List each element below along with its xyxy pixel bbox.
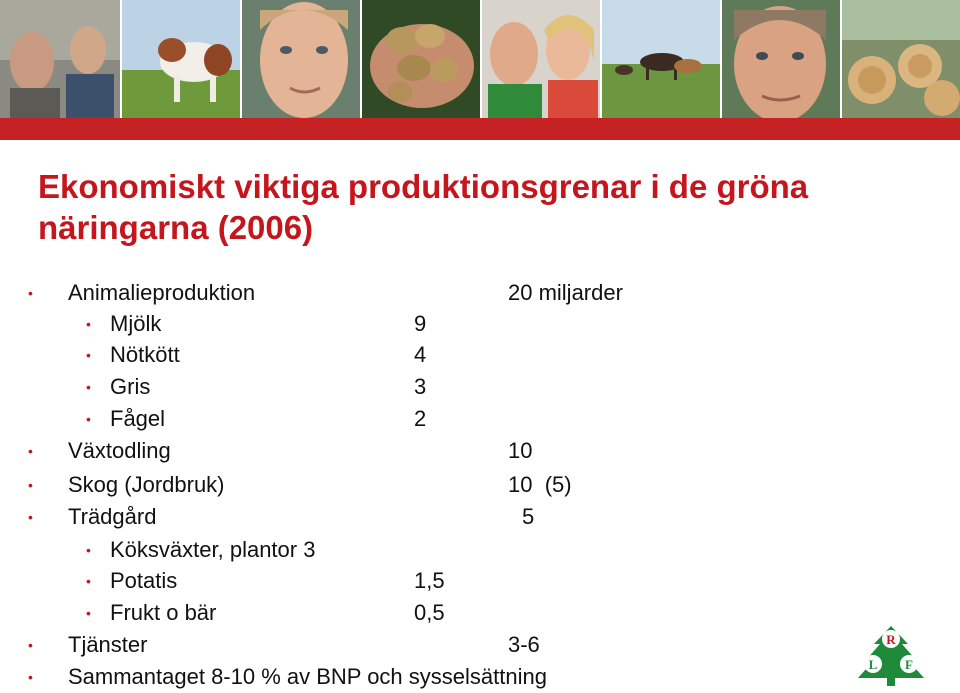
photo-two-farmers <box>0 0 120 118</box>
bullet-icon: • <box>86 316 91 332</box>
list-item-label: Frukt o bär <box>110 600 217 625</box>
photo-timber-logs <box>842 0 960 118</box>
list-item-value: 5 <box>522 504 535 529</box>
bullet-icon: • <box>28 637 33 653</box>
list-item <box>0 535 960 565</box>
list-item-label: Skog (Jordbruk) <box>68 472 225 497</box>
bullet-icon: • <box>86 542 91 558</box>
photo-woman-face <box>242 0 360 118</box>
list-item-value: 20 miljarder <box>508 280 623 305</box>
list-item-label: Sammantaget 8-10 % av BNP och sysselsättning <box>68 664 547 689</box>
list-item <box>0 566 960 596</box>
slide-title-line2: näringarna (2006) <box>38 209 314 246</box>
bullet-icon: • <box>28 669 33 685</box>
list-item-label: Mjölk <box>110 311 162 336</box>
bullet-icon: • <box>28 477 33 493</box>
bullet-icon: • <box>28 443 33 459</box>
bullet-icon: • <box>86 411 91 427</box>
list-item-value: 0,5 <box>414 600 445 625</box>
lrf-logo <box>854 624 928 688</box>
slide-title <box>38 166 918 248</box>
list-item-label: Potatis <box>110 568 178 593</box>
bullet-icon: • <box>86 347 91 363</box>
photo-horses <box>602 0 720 118</box>
list-item <box>0 662 960 692</box>
list-item <box>0 372 960 402</box>
list-item <box>0 436 960 466</box>
logo-letter-f: F <box>905 657 913 672</box>
list-item <box>0 502 960 532</box>
bullet-icon: • <box>86 605 91 621</box>
photo-cows <box>122 0 240 118</box>
logo-letter-l: L <box>868 657 878 672</box>
bullet-icon: • <box>86 379 91 395</box>
list-item-label: Gris <box>110 374 151 399</box>
list-item <box>0 470 960 500</box>
photo-man-face <box>722 0 840 118</box>
list-item-label: Köksväxter, plantor 3 <box>110 537 316 562</box>
list-item <box>0 404 960 434</box>
slide-title-line1: Ekonomiskt viktiga produktionsgrenar i de gröna <box>38 168 809 205</box>
bullet-icon: • <box>28 285 33 301</box>
list-item <box>0 598 960 628</box>
list-item-label: Fågel <box>110 406 166 431</box>
list-item-value: 9 <box>414 311 427 336</box>
list-item-label: Animalieproduktion <box>68 280 256 305</box>
list-item-label: Växtodling <box>68 438 171 463</box>
list-item <box>0 630 960 660</box>
list-item-value: 1,5 <box>414 568 445 593</box>
photo-young-couple <box>482 0 600 118</box>
list-item-value: 3-6 <box>508 632 540 657</box>
list-item-label: Trädgård <box>68 504 157 529</box>
photo-potatoes <box>362 0 480 118</box>
list-item <box>0 340 960 370</box>
list-item-value: 10 (5) <box>508 472 572 497</box>
list-item-value: 3 <box>414 374 427 399</box>
bullet-icon: • <box>86 573 91 589</box>
list-item-value: 2 <box>414 406 427 431</box>
list-item <box>0 278 960 308</box>
list-item-label: Tjänster <box>68 632 148 657</box>
list-item-label: Nötkött <box>110 342 180 367</box>
list-item-value: 4 <box>414 342 427 367</box>
logo-letter-r: R <box>886 632 896 647</box>
list-item <box>0 309 960 339</box>
list-item-value: 10 <box>508 438 533 463</box>
header-accent-bar <box>0 118 960 140</box>
photo-banner <box>0 0 960 118</box>
bullet-icon: • <box>28 509 33 525</box>
